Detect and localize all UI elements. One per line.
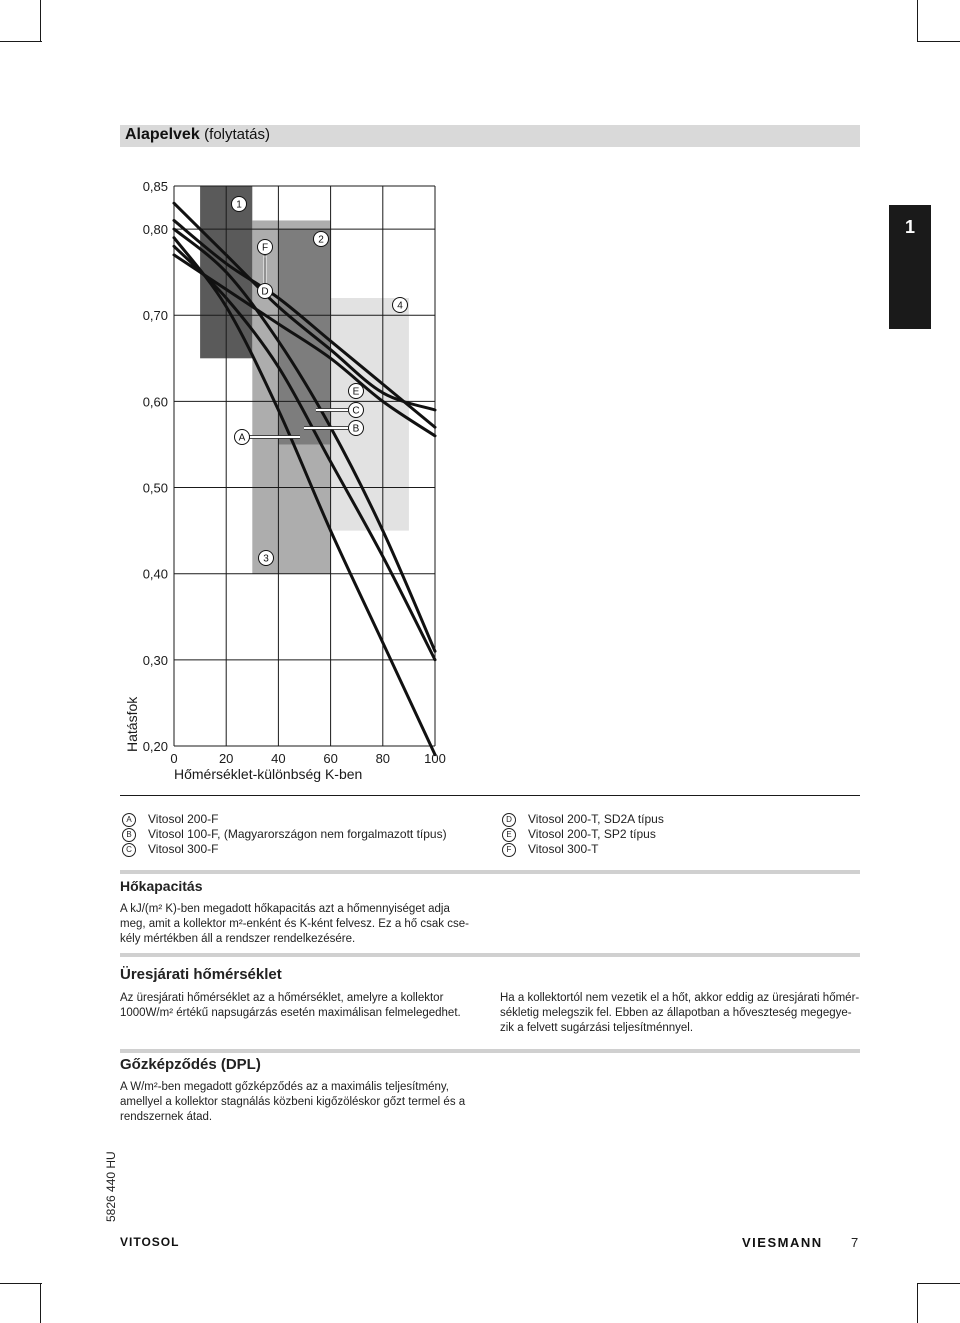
legend-item-b: [122, 827, 447, 842]
text-line: kély mértékben áll a rendszer rendelkezésére.: [120, 933, 356, 945]
legend-key: A: [122, 813, 136, 827]
text-line: Ha a kollektortól nem vezetik el a hőt, akkor eddig az üresjárati hőmér-: [500, 992, 860, 1004]
crop-mark: [40, 1283, 41, 1323]
text-line: zik a felvett sugárzási teljesítménnyel.: [500, 1022, 694, 1034]
y-axis-title: Hatásfok: [124, 696, 140, 752]
section-divider: [120, 953, 860, 957]
legend-key: D: [502, 813, 516, 827]
callout-region-4: 4: [397, 300, 403, 312]
legend-divider: [120, 795, 860, 796]
callout-curve-a: A: [238, 432, 246, 444]
legend-item-d: [502, 812, 664, 827]
callout-curve-d: D: [261, 286, 269, 298]
section-heading-hokapacitas: Hőkapacitás: [120, 878, 203, 894]
section-divider: [120, 1049, 860, 1053]
text-line: amellyel a kollektor stagnálás közbeni kigőzöléskor gőzt termel és a: [120, 1096, 466, 1108]
y-tick-label: 0,30: [142, 652, 168, 668]
y-tick-label: 0,60: [142, 394, 168, 410]
callout-curve-e: E: [352, 386, 360, 398]
x-tick-label: 60: [323, 751, 338, 766]
callout-curve-f: F: [261, 242, 269, 254]
uresjarati-text-left: [120, 991, 490, 1021]
legend-key: B: [122, 828, 136, 842]
x-axis-title: Hőmérséklet-különbség K-ben: [174, 766, 363, 782]
legend-label: Vitosol 200-F: [148, 812, 219, 826]
chapter-number: 1: [904, 217, 915, 237]
text-line: 1000W/m² értékű napsugárzás esetén maximálisan felmelegedhet.: [120, 1007, 461, 1019]
y-tick-label: 0,40: [142, 566, 168, 582]
document-code: 5826 440 HU: [104, 1151, 118, 1222]
hokapacitas-text: [120, 902, 490, 947]
legend-label: Vitosol 200-T, SD2A típus: [528, 812, 664, 826]
product-logo: VITOSOL: [120, 1235, 180, 1249]
uresjarati-text-right: [500, 991, 865, 1036]
text-line: A kJ/(m² K)-ben megadott hőkapacitás azt a hőmennyiséget adja: [120, 903, 450, 915]
callout-region-2: 2: [318, 234, 324, 246]
x-tick-label: 40: [271, 751, 286, 766]
section-heading-gozkepzodes: Gőzképződés (DPL): [120, 1056, 261, 1073]
crop-mark: [917, 1283, 918, 1323]
crop-mark: [0, 1283, 42, 1284]
legend-key: C: [122, 843, 136, 857]
y-tick-label: 0,85: [142, 179, 168, 194]
page-subtitle: (folytatás): [204, 126, 271, 143]
legend-label: Vitosol 100-F, (Magyarországon nem forgalmazott típus): [148, 827, 447, 841]
legend-label: Vitosol 300-F: [148, 842, 219, 856]
legend-label: Vitosol 200-T, SP2 típus: [528, 827, 656, 841]
text-line: sékletig melegszik fel. Ebben az állapotban a hőveszteség megegye-: [500, 1007, 852, 1019]
gozkepzodes-text: [120, 1080, 500, 1125]
x-tick-label: 80: [375, 751, 391, 766]
legend-item-e: [502, 827, 656, 842]
crop-mark: [918, 1283, 960, 1284]
brand-logo: VIESMANN: [742, 1235, 823, 1250]
legend-item-f: [502, 842, 598, 857]
section-heading-uresjarati: Üresjárati hőmérséklet: [120, 966, 282, 983]
y-tick-label: 0,70: [142, 308, 168, 324]
legend-label: Vitosol 300-T: [528, 842, 599, 856]
y-tick-label: 0,20: [142, 739, 168, 754]
x-tick-label: 100: [424, 751, 446, 766]
y-tick-label: 0,80: [142, 222, 168, 238]
text-line: rendszernek átad.: [120, 1111, 213, 1123]
section-divider: [120, 870, 860, 874]
y-tick-label: 0,50: [142, 480, 168, 496]
x-tick-label: 20: [218, 751, 234, 766]
x-tick-label: 0: [170, 751, 178, 766]
page-number: 7: [851, 1235, 859, 1250]
legend-key: E: [502, 828, 516, 842]
text-line: Az üresjárati hőmérséklet az a hőmérséklet, amelyre a kollektor: [120, 992, 444, 1004]
page-title: Alapelvek (folytatás): [125, 126, 271, 143]
callout-curve-b: B: [352, 423, 360, 435]
text-line: meg, amit a kollektor m²-enként és K-ként felvesz. Ez a hő csak cse-: [120, 918, 469, 930]
callout-curve-c: C: [352, 405, 360, 417]
text-line: A W/m²-ben megadott gőzképződés az a maximális teljesítmény,: [120, 1081, 449, 1093]
callout-region-3: 3: [263, 553, 269, 565]
region-4: [331, 298, 409, 531]
legend-key: F: [502, 843, 516, 857]
legend-item-a: [122, 812, 218, 827]
callout-region-1: 1: [236, 199, 242, 211]
legend-item-c: [122, 842, 218, 857]
